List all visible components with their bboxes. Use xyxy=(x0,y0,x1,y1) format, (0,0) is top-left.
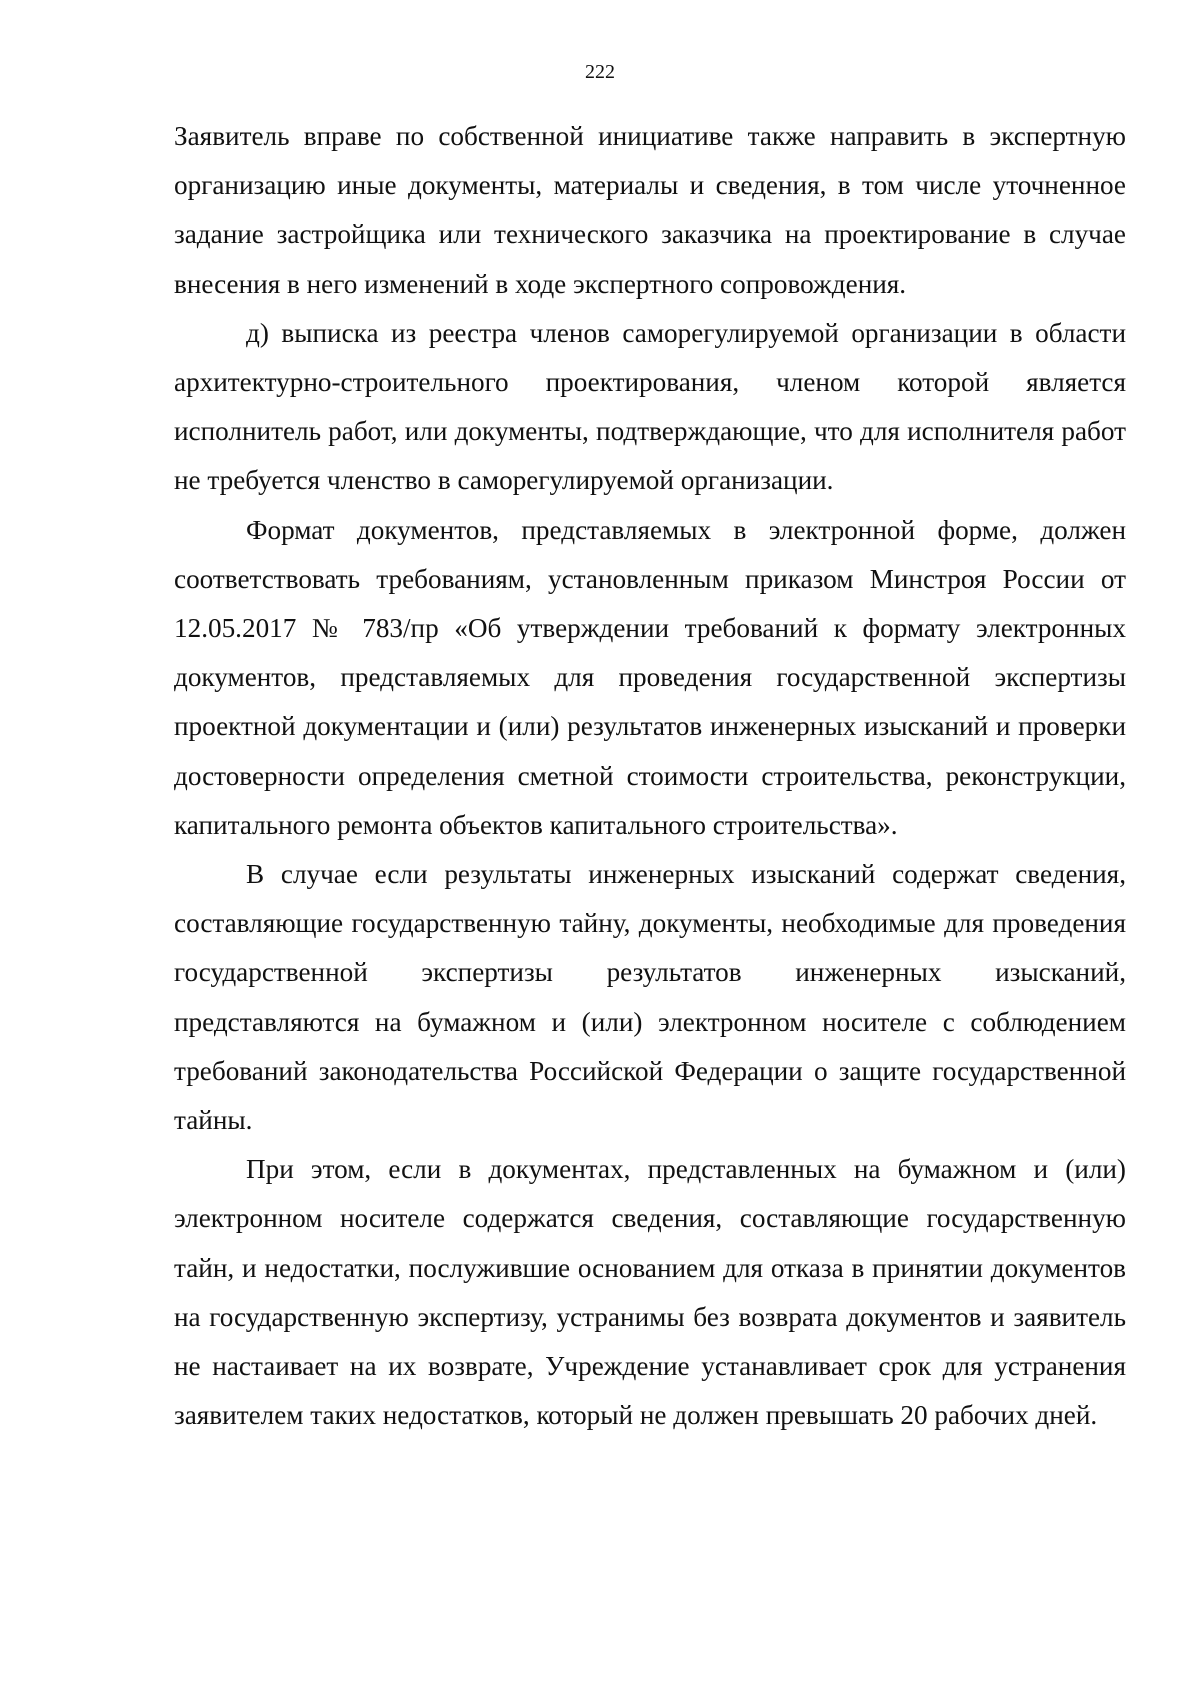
page-number: 222 xyxy=(585,61,615,83)
document-body xyxy=(174,112,1126,1440)
paragraph-electronic-format: Формат документов, представляемых в электронной форме, должен соответствовать требованиям, установленным приказом Минстроя России от 12.05.2017 № 783/пр «Об утверждении требований к формату электронных документов, представляемых для проведения государственной экспертизы проектной документации и (или) результатов инженерных изысканий и проверки достоверности определения сметной стоимости строительства, реконструкции, капитального ремонта объектов капитального строительства». xyxy=(174,514,1126,840)
paragraph-sro-registry-extract: д) выписка из реестра членов саморегулируемой организации в области архитектурно-строительного проектирования, членом которой является исполнитель работ, или документы, подтверждающие, что для исполнителя работ не требуется членство в саморегулируемой организации. xyxy=(174,317,1126,496)
paragraph-state-secret: В случае если результаты инженерных изысканий содержат сведения, составляющие государственную тайну, документы, необходимые для проведения государственной экспертизы результатов инженерных изысканий, представляются на бумажном и (или) электронном носителе с соблюдением требований законодательства Российской Федерации о защите государственной тайны. xyxy=(174,859,1126,1136)
paragraph-deficiency-deadline: При этом, если в документах, представленных на бумажном и (или) электронном носителе содержатся сведения, составляющие государственную тайн, и недостатки, послужившие основанием для отказа в принятии документов на государственную экспертизу, устранимы без возврата документов и заявитель не настаивает на их возврате, Учреждение устанавливает срок для устранения заявителем таких недостатков, который не должен превышать 20 рабочих дней. xyxy=(174,1154,1126,1431)
paragraph-applicant-documents: Заявитель вправе по собственной инициативе также направить в экспертную организацию иные документы, материалы и сведения, в том числе уточненное задание застройщика или технического заказчика на проектирование в случае внесения в него изменений в ходе экспертного сопровождения. xyxy=(174,121,1126,299)
